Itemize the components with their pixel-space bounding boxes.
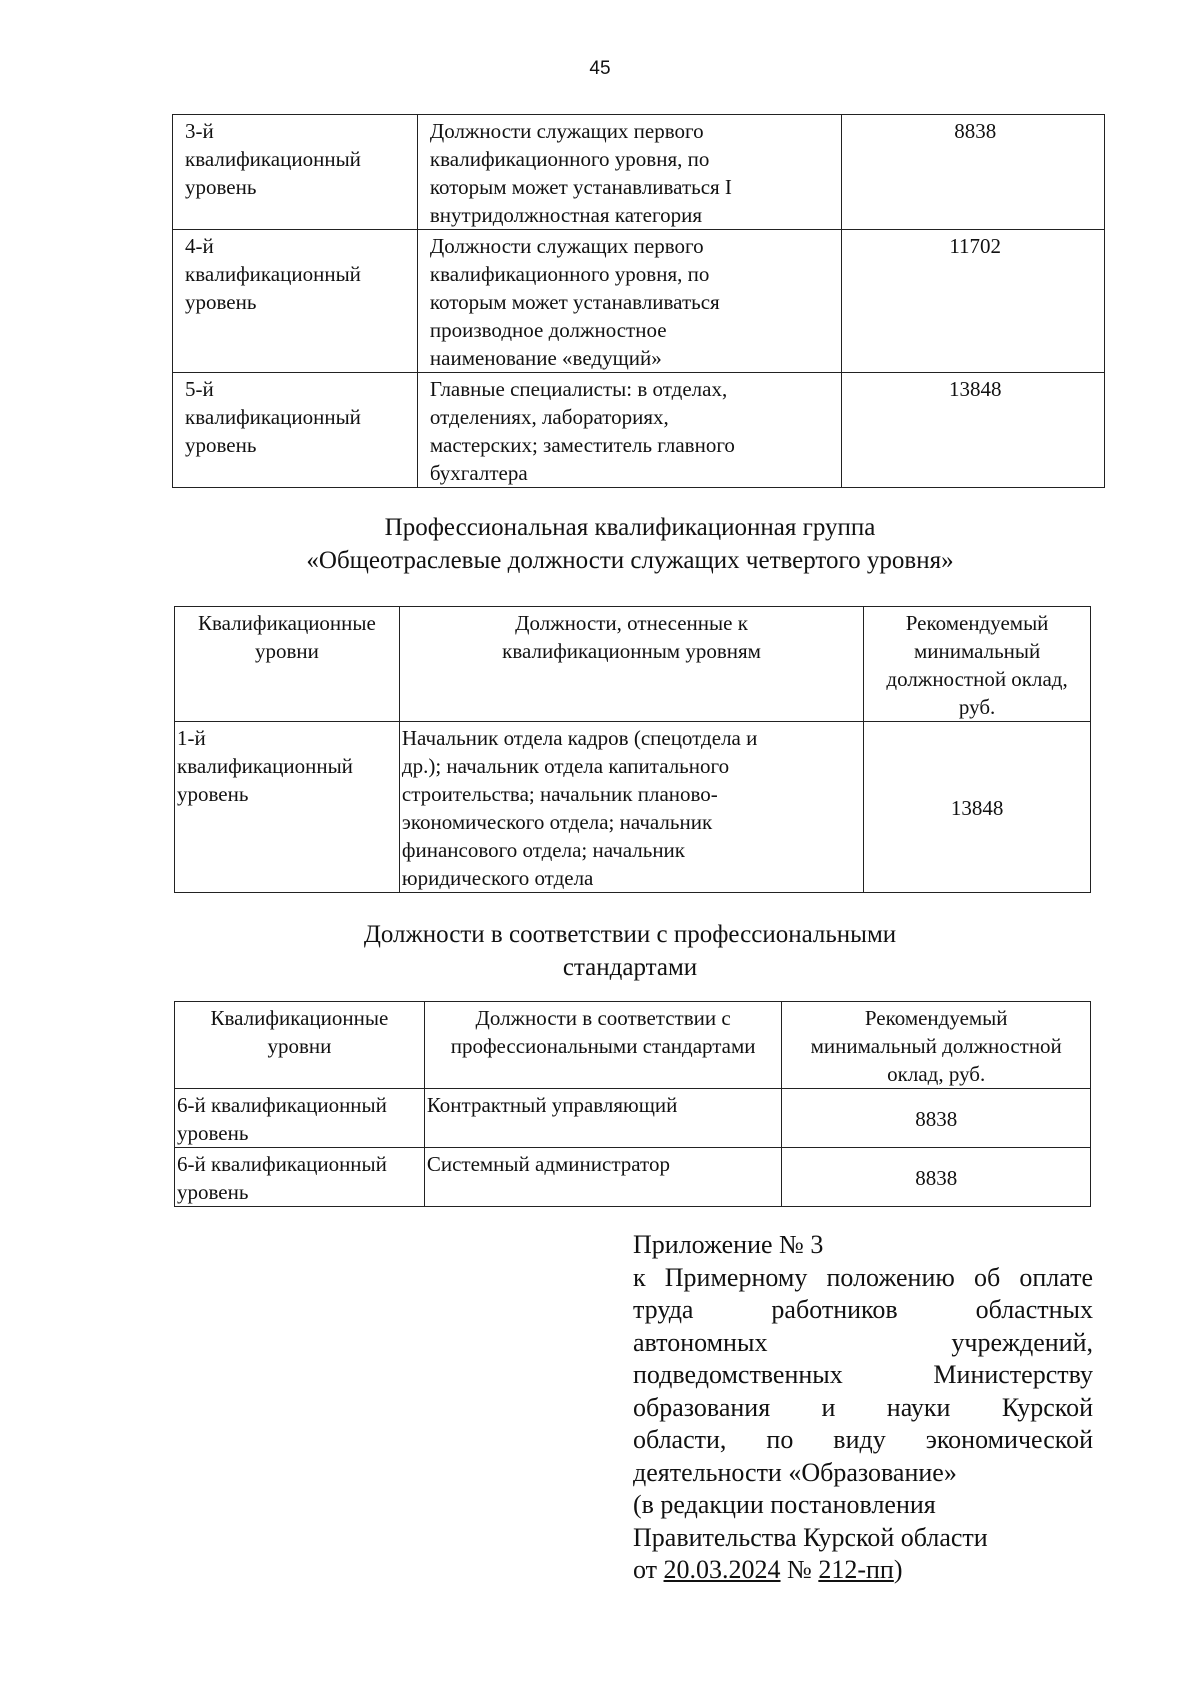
positions-cell: Должности служащих первого квалификационного уровня, по которым может устанавливаться I внутридолжностная категория [417,115,842,230]
salary-cell: 8838 [782,1148,1091,1207]
annex-line: подведомственных Министерству [633,1360,1093,1389]
professional-standards-table [174,1001,1091,1207]
level-cell: 1-й квалификационный уровень [175,722,400,893]
table-row [173,115,1105,230]
positions-cell: Должности служащих первого квалификационного уровня, по которым может устанавливаться производное должностное наименование «ведущий» [417,230,842,373]
level-cell: 4-й квалификационный уровень [173,230,418,373]
salary-cell: 13848 [864,722,1091,893]
annex-reference-block [633,1229,1093,1587]
annex-line: труда работников областных [633,1295,1093,1324]
level-cell: 6-й квалификационный уровень [175,1148,425,1207]
resolution-number: 212-пп [818,1555,894,1584]
level-cell: 5-й квалификационный уровень [173,373,418,488]
annex-line: деятельности «Образование» [633,1457,957,1487]
annex-line: к Примерному положению об оплате [633,1262,1093,1292]
fourth-level-positions-table [174,606,1091,893]
annex-title: Приложение № 3 [633,1230,824,1259]
annex-line: образования и науки Курской [633,1392,1093,1422]
table-row [173,373,1105,488]
salary-cell: 11702 [842,230,1105,373]
table-header-row [175,1002,1091,1089]
annex-line: области, по виду экономической [633,1425,1093,1454]
salary-cell: 8838 [842,115,1105,230]
level-cell: 3-й квалификационный уровень [173,115,418,230]
header-positions: Должности в соответствии с профессиональными стандартами [424,1002,782,1089]
level-cell: 6-й квалификационный уровень [175,1089,425,1148]
section-heading-line: стандартами [562,954,698,981]
closing-paren: ) [893,1555,903,1584]
table-row [175,722,1091,893]
salary-cell: 8838 [782,1089,1091,1148]
resolution-date: 20.03.2024 [663,1555,781,1584]
section-heading-line: Должности в соответствии с профессиональными [363,921,897,948]
table-row [175,1089,1091,1148]
annex-edition-line: (в редакции постановления [633,1490,936,1519]
number-prefix: № [780,1555,819,1584]
header-levels: Квалификационные уровни [175,607,400,722]
qualification-table-continued [172,114,1105,488]
header-salary: Рекомендуемый минимальный должностной оклад, руб. [864,607,1091,722]
position-cell: Системный администратор [424,1148,782,1207]
section-heading-line: Профессиональная квалификационная группа [384,514,876,541]
annex-line: автономных учреждений, [633,1327,1093,1357]
page-number: 45 [589,58,611,79]
section-heading-line: «Общеотраслевые должности служащих четвертого уровня» [306,547,954,574]
table-row [175,1148,1091,1207]
section-heading-fourth-level [0,511,1200,577]
positions-cell: Начальник отдела кадров (спецотдела и др.); начальник отдела капитального строительства; начальник планово- экономического отдела; начальник финансового отдела; начальник юридического отдела [399,722,863,893]
annex-edition-line: Правительства Курской области [633,1522,988,1552]
header-levels: Квалификационные уровни [175,1002,425,1089]
table-row [173,230,1105,373]
table-header-row [175,607,1091,722]
salary-cell: 13848 [842,373,1105,488]
date-prefix: от [633,1555,664,1584]
annex-date-line [633,1554,1093,1587]
positions-cell: Главные специалисты: в отделах, отделениях, лабораториях, мастерских; заместитель главного бухгалтера [417,373,842,488]
header-positions: Должности, отнесенные к квалификационным уровням [399,607,863,722]
section-heading-professional-standards [0,918,1200,984]
position-cell: Контрактный управляющий [424,1089,782,1148]
header-salary: Рекомендуемый минимальный должностной оклад, руб. [782,1002,1091,1089]
